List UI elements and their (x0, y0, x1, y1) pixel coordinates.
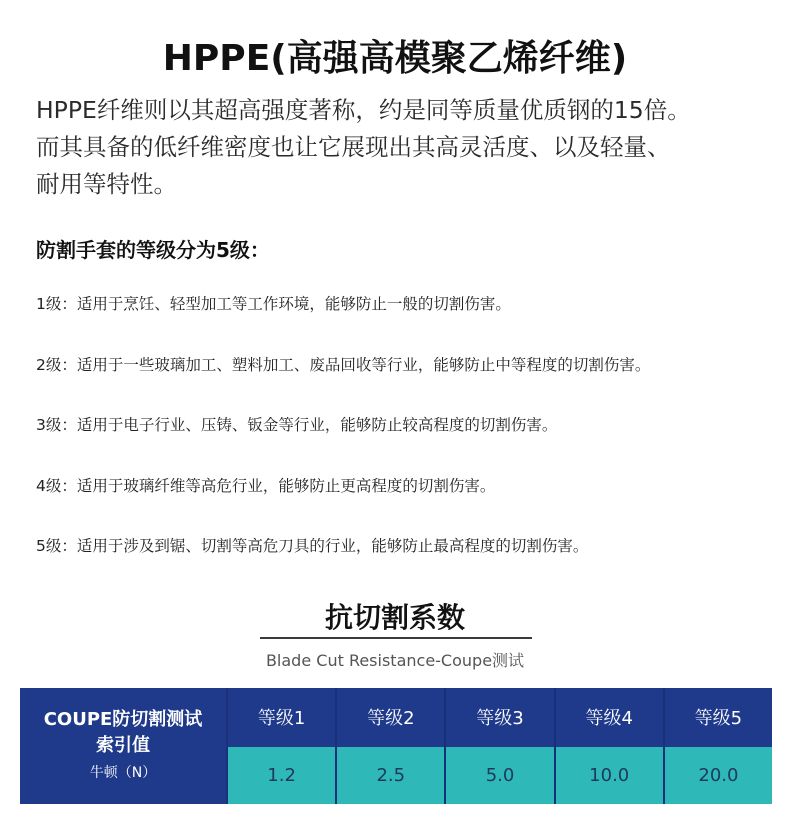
table-column-level-5 (663, 688, 772, 804)
cut-resistance-heading: 抗切割系数 (324, 601, 465, 634)
level-header: 等级1 (228, 688, 335, 745)
heading-divider (260, 637, 532, 639)
page-title: HPPE(高强高模聚乙烯纤维) (162, 38, 628, 79)
intro-line: 而其具备的低纤维密度也让它展现出其高灵活度、以及轻量、 (36, 133, 671, 161)
table-columns (228, 688, 772, 804)
grade-item-4: 4级：适用于玻璃纤维等高危行业，能够防止更高程度的切割伤害。 (36, 476, 496, 495)
level-value: 1.2 (228, 745, 335, 804)
table-label-line1: COUPE防切割测试 (43, 709, 203, 730)
cut-resistance-subtitle: Blade Cut Resistance-Coupe测试 (265, 651, 525, 670)
intro-paragraph (36, 92, 766, 203)
level-header: 等级5 (665, 688, 772, 745)
table-column-level-3 (444, 688, 553, 804)
table-column-level-2 (335, 688, 444, 804)
level-value: 2.5 (337, 745, 444, 804)
grade-item-3: 3级：适用于电子行业、压铸、钣金等行业，能够防止较高程度的切割伤害。 (36, 416, 558, 434)
table-column-level-4 (554, 688, 663, 804)
level-header: 等级2 (337, 688, 444, 745)
grade-list (36, 290, 776, 593)
level-header: 等级4 (556, 688, 663, 745)
intro-line: HPPE纤维则以其超高强度著称，约是同等质量优质钢的15倍。 (36, 96, 691, 124)
level-value: 5.0 (446, 745, 553, 804)
level-value: 20.0 (665, 745, 772, 804)
grades-heading: 防割手套的等级分为5级： (36, 238, 270, 262)
level-header: 等级3 (446, 688, 553, 745)
grade-item-5: 5级：适用于涉及到锯、切割等高危刀具的行业，能够防止最高程度的切割伤害。 (36, 537, 589, 555)
cut-resistance-table (20, 688, 772, 804)
table-label-unit: 牛顿（N） (89, 765, 157, 781)
table-row-label (20, 688, 228, 804)
table-label-line2: 索引值 (96, 735, 150, 756)
intro-line: 耐用等特性。 (36, 170, 177, 198)
grade-item-2: 2级：适用于一些玻璃加工、塑料加工、废品回收等行业，能够防止中等程度的切割伤害。 (36, 355, 651, 374)
table-column-level-1 (228, 688, 335, 804)
level-value: 10.0 (556, 745, 663, 804)
grade-item-1: 1级：适用于烹饪、轻型加工等工作环境，能够防止一般的切割伤害。 (36, 295, 511, 313)
